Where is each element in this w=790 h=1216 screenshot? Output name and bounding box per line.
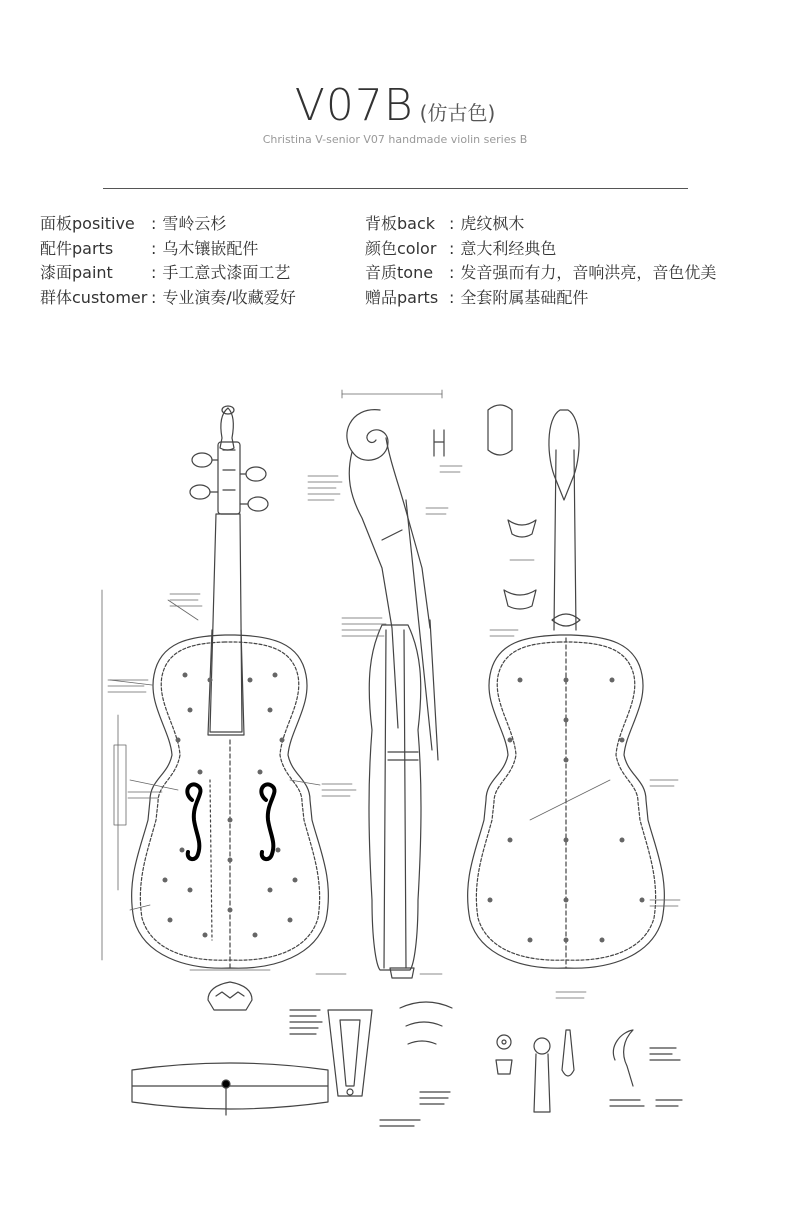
- spec-label: 背板back: [365, 214, 436, 233]
- spec-value: 专业演奏/收藏爱好: [162, 287, 296, 307]
- spec-separator: :: [151, 238, 157, 258]
- spec-value: 雪岭云杉: [162, 214, 227, 233]
- spec-label: 颜色color: [365, 238, 437, 258]
- spec-column-right: [365, 212, 716, 310]
- spec-value: 乌木镶嵌配件: [162, 238, 259, 258]
- spec-row: [365, 286, 716, 311]
- spec-row: [40, 261, 296, 286]
- spec-label: 音质tone: [365, 263, 434, 282]
- spec-column-left: [40, 212, 296, 310]
- spec-value: 意大利经典色: [460, 238, 557, 258]
- front-annotations: [102, 590, 356, 970]
- spec-row: [40, 286, 296, 311]
- spec-separator: :: [449, 214, 455, 233]
- back-view: [420, 405, 682, 1112]
- subtitle: Christina V-senior V07 handmade violin series B: [262, 133, 528, 146]
- spec-row: [40, 212, 296, 237]
- color-note: (仿古色): [419, 101, 496, 125]
- spec-value: 手工意式漆面工艺: [162, 263, 291, 282]
- header: [0, 80, 790, 146]
- spec-label: 面板positive: [40, 214, 135, 233]
- spec-label: 群体customer: [40, 287, 148, 307]
- spec-separator: :: [151, 287, 157, 307]
- spec-row: [365, 237, 716, 262]
- spec-separator: :: [151, 214, 157, 233]
- spec-separator: :: [449, 287, 455, 307]
- spec-label: 配件parts: [40, 238, 114, 258]
- spec-row: [365, 261, 716, 286]
- spec-separator: :: [449, 238, 455, 258]
- front-view: [132, 406, 329, 1115]
- spec-label: 漆面paint: [40, 263, 113, 282]
- spec-value: 虎纹枫木: [460, 214, 525, 233]
- violin-blueprint-drawing: [90, 380, 750, 1140]
- spec-row: [40, 237, 296, 262]
- spec-value: 全套附属基础配件: [460, 287, 589, 307]
- title-row: [0, 80, 790, 131]
- spec-separator: :: [449, 263, 455, 282]
- divider: [103, 188, 688, 189]
- spec-value: 发音强而有力，音响洪亮，音色优美: [460, 263, 717, 282]
- model-title: V07B: [294, 80, 414, 131]
- spec-separator: :: [151, 263, 157, 282]
- spec-row: [365, 212, 716, 237]
- spec-label: 赠品parts: [365, 287, 439, 307]
- side-view: [290, 390, 452, 1126]
